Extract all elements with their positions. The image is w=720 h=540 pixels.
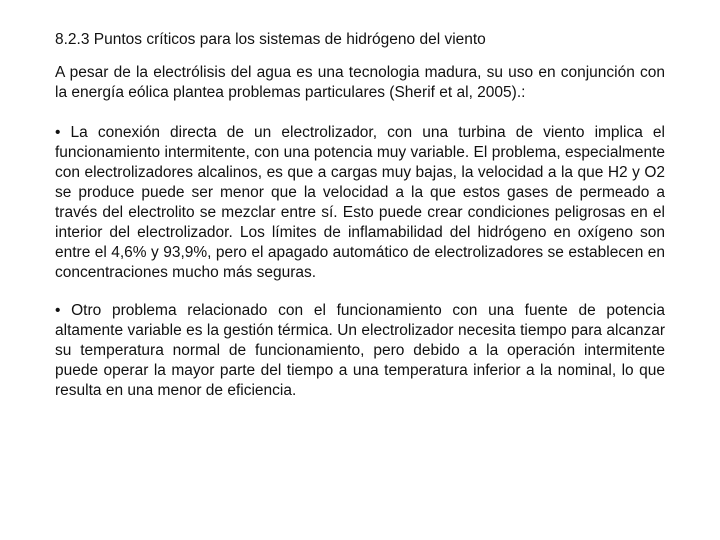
- section-heading: 8.2.3 Puntos críticos para los sistemas de hidrógeno del viento: [55, 31, 486, 48]
- intro-paragraph: A pesar de la electrólisis del agua es una tecnologia madura, su uso en conjunción con la energía eólica plantea problemas particulares (Sherif et al, 2005).:: [55, 64, 665, 101]
- bullet-paragraph-direct-connection: • La conexión directa de un electrolizador, con una turbina de viento implica el funcionamiento intermitente, con una potencia muy variable. El problema, especialmente con electrolizadores alcalinos, es que a cargas muy bajas, la velocidad a la que H2 y O2 se produce puede ser menor que la velocidad a la que estos gases de permeado a través del electrolito se mezclar entre sí. Esto puede crear condiciones peligrosas en el interior del electrolizador. Los límites de inflamabilidad del hidrógeno en oxígeno son entre el 4,6% y 93,9%, pero el apagado automático de electrolizadores se establecen en concentraciones mucho más seguras.: [55, 124, 665, 281]
- bullet-paragraph-thermal-management: • Otro problema relacionado con el funcionamiento con una fuente de potencia altamente variable es la gestión térmica. Un electrolizador necesita tiempo para alcanzar su temperatura normal de funcionamiento, pero debido a la operación intermitente puede operar la mayor parte del tiempo a una temperatura inferior a la nominal, lo que resulta en una menor de eficiencia.: [55, 302, 665, 399]
- document-page: [55, 30, 665, 419]
